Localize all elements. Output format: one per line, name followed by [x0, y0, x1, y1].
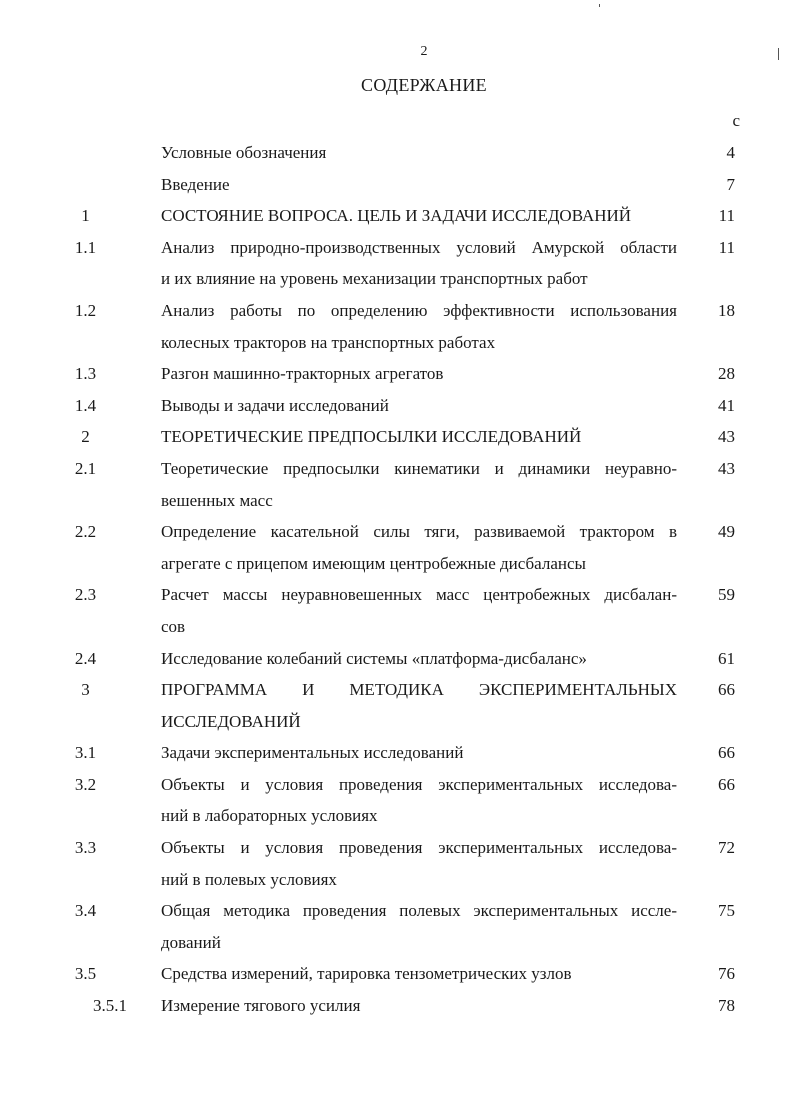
- toc-entry: [0, 390, 792, 422]
- toc-entry-title: [143, 516, 677, 579]
- page-title: СОДЕРЖАНИЕ: [361, 75, 487, 95]
- toc-entry-title-line: Общая методика проведения полевых экспериментальных иссле-: [161, 901, 677, 921]
- toc-entry-title: [143, 137, 677, 169]
- scan-speck: [778, 48, 779, 60]
- toc-entry: [0, 169, 792, 201]
- toc-entry-title-line: Условные обозначения: [161, 143, 327, 162]
- toc-entry: [0, 990, 792, 1022]
- toc-entry: [0, 958, 792, 990]
- toc-entry: [0, 579, 792, 642]
- toc-entry-title-line: Исследование колебаний системы «платформа-дисбаланс»: [161, 648, 587, 668]
- toc-entry-page: 28: [718, 364, 735, 384]
- toc-entry-title-line: Объекты и условия проведения экспериментальных исследова-: [161, 774, 677, 794]
- toc-entry-title-line: ИССЛЕДОВАНИЙ: [161, 711, 301, 731]
- toc-entry-page: 72: [718, 838, 735, 858]
- toc-entry-title: [143, 579, 677, 642]
- toc-entry-title-line: Разгон машинно-тракторных агрегатов: [161, 364, 444, 384]
- toc-entry: [0, 295, 792, 358]
- toc-entry-number: 3.5.1: [93, 996, 127, 1016]
- toc-entry: [0, 358, 792, 390]
- toc-entry-number: 2.3: [74, 585, 97, 605]
- toc-entry-title: [143, 832, 677, 895]
- toc-entry: [0, 674, 792, 737]
- toc-entry-page: 11: [718, 237, 735, 257]
- toc-entry-number: 1.1: [74, 237, 97, 257]
- toc-entry-number: 3.1: [74, 743, 97, 763]
- toc-entry-title-line: дований: [161, 932, 221, 952]
- toc-entry-title-line: вешенных масс: [161, 490, 273, 510]
- toc-entry: [0, 769, 792, 832]
- toc-entry-title-line: СОСТОЯНИЕ ВОПРОСА. ЦЕЛЬ И ЗАДАЧИ ИССЛЕДОВАНИЙ: [161, 206, 632, 226]
- toc-entry-number: 2.4: [74, 648, 97, 668]
- toc-entry-title-line: ний в лабораторных условиях: [161, 806, 378, 826]
- scan-speck: [599, 4, 600, 7]
- toc-entry-number: 3.5: [74, 964, 97, 984]
- toc-entry-number: 3: [81, 680, 90, 700]
- toc-entry-title-line: Измерение тягового усилия: [161, 996, 361, 1016]
- toc-entry-title-line: Анализ работы по определению эффективности использования: [161, 300, 677, 320]
- toc-entry-title-line: агрегате с прицепом имеющим центробежные дисбалансы: [161, 553, 586, 573]
- toc-entry-number: 2.1: [74, 458, 97, 478]
- toc-entry-page: 76: [718, 964, 735, 984]
- toc-entry-title-line: Введение: [161, 174, 230, 194]
- toc-entry-number: 3.4: [74, 901, 97, 921]
- toc-entry-number: 1.2: [74, 300, 97, 320]
- toc-entry-number: 2.2: [74, 522, 97, 542]
- toc-entry: [0, 421, 792, 453]
- toc-entry-number: 3.3: [74, 838, 97, 858]
- toc-entry-title: [143, 169, 677, 201]
- toc-entry-title-line: Выводы и задачи исследований: [161, 395, 389, 415]
- toc-entry-title-line: Расчет массы неуравновешенных масс центробежных дисбалан-: [161, 585, 677, 605]
- toc-entry-page: 7: [726, 174, 735, 194]
- toc-entry-page: 61: [718, 648, 735, 668]
- toc-entry-title: [143, 200, 677, 232]
- toc-entry-page: 41: [718, 395, 735, 415]
- toc-entry-number: 1: [81, 206, 90, 226]
- toc-entry-title: [143, 674, 677, 737]
- toc-entry-page: 43: [718, 427, 735, 447]
- toc-entry-page: 18: [718, 300, 735, 320]
- toc-entry: [0, 453, 792, 516]
- toc-entry-page: 78: [718, 996, 735, 1016]
- toc-entry: [0, 137, 792, 169]
- toc-entry: [0, 895, 792, 958]
- toc-entry-page: 43: [718, 458, 735, 478]
- toc-entry-title-line: Задачи экспериментальных исследований: [161, 743, 464, 763]
- toc-entry-page: 59: [718, 585, 735, 605]
- toc-entry-page: 66: [718, 680, 735, 700]
- toc-entry-title: [143, 453, 677, 516]
- toc-entry-title: [143, 358, 677, 390]
- toc-entry-title: [143, 769, 677, 832]
- toc-entry: [0, 232, 792, 295]
- toc-entry-title: [143, 737, 677, 769]
- toc-entry-title-line: сов: [161, 616, 186, 636]
- toc-entry: [0, 737, 792, 769]
- toc-entry-page: 11: [718, 206, 735, 226]
- toc-entry-title: [143, 643, 677, 675]
- toc-entry-title-line: Средства измерений, тарировка тензометрических узлов: [161, 964, 572, 984]
- toc-entry-title-line: Теоретические предпосылки кинематики и динамики неуравно-: [161, 458, 677, 478]
- toc-entry-number: 3.2: [74, 774, 97, 794]
- toc-entry: [0, 200, 792, 232]
- toc-entry-title: [143, 390, 677, 422]
- toc-entry-title-line: ний в полевых условиях: [161, 869, 337, 889]
- toc-entry-number: 1.4: [74, 395, 97, 415]
- toc-entry-title-line: колесных тракторов на транспортных работах: [161, 332, 496, 352]
- toc-entry-title-line: и их влияние на уровень механизации транспортных работ: [161, 269, 588, 289]
- toc-entry-title-line: Анализ природно-производственных условий Амурской области: [161, 237, 677, 257]
- toc-entry-number: 2: [81, 427, 90, 447]
- toc-entry-title: [143, 990, 677, 1022]
- toc-entry-number: 1.3: [74, 364, 97, 384]
- page-number: 2: [420, 44, 428, 59]
- toc-entry-page: 4: [726, 143, 735, 162]
- toc-entry-page: 66: [718, 774, 735, 794]
- table-of-contents: [0, 137, 792, 1022]
- toc-entry-title: [143, 232, 677, 295]
- toc-entry-title-line: ТЕОРЕТИЧЕСКИЕ ПРЕДПОСЫЛКИ ИССЛЕДОВАНИЙ: [161, 427, 582, 447]
- toc-entry-title-line: ПРОГРАММА И МЕТОДИКА ЭКСПЕРИМЕНТАЛЬНЫХ: [161, 680, 677, 700]
- toc-entry: [0, 832, 792, 895]
- toc-entry-title-line: Объекты и условия проведения экспериментальных исследова-: [161, 838, 677, 858]
- toc-entry-page: 66: [718, 743, 735, 763]
- toc-entry-page: 75: [718, 901, 735, 921]
- toc-entry-title: [143, 895, 677, 958]
- toc-entry-title: [143, 295, 677, 358]
- toc-entry: [0, 516, 792, 579]
- page-column-label: с: [732, 111, 740, 130]
- toc-entry-title: [143, 421, 677, 453]
- toc-entry-title-line: Определение касательной силы тяги, развиваемой трактором в: [161, 522, 677, 542]
- toc-entry: [0, 643, 792, 675]
- toc-entry-page: 49: [718, 522, 735, 542]
- toc-entry-title: [143, 958, 677, 990]
